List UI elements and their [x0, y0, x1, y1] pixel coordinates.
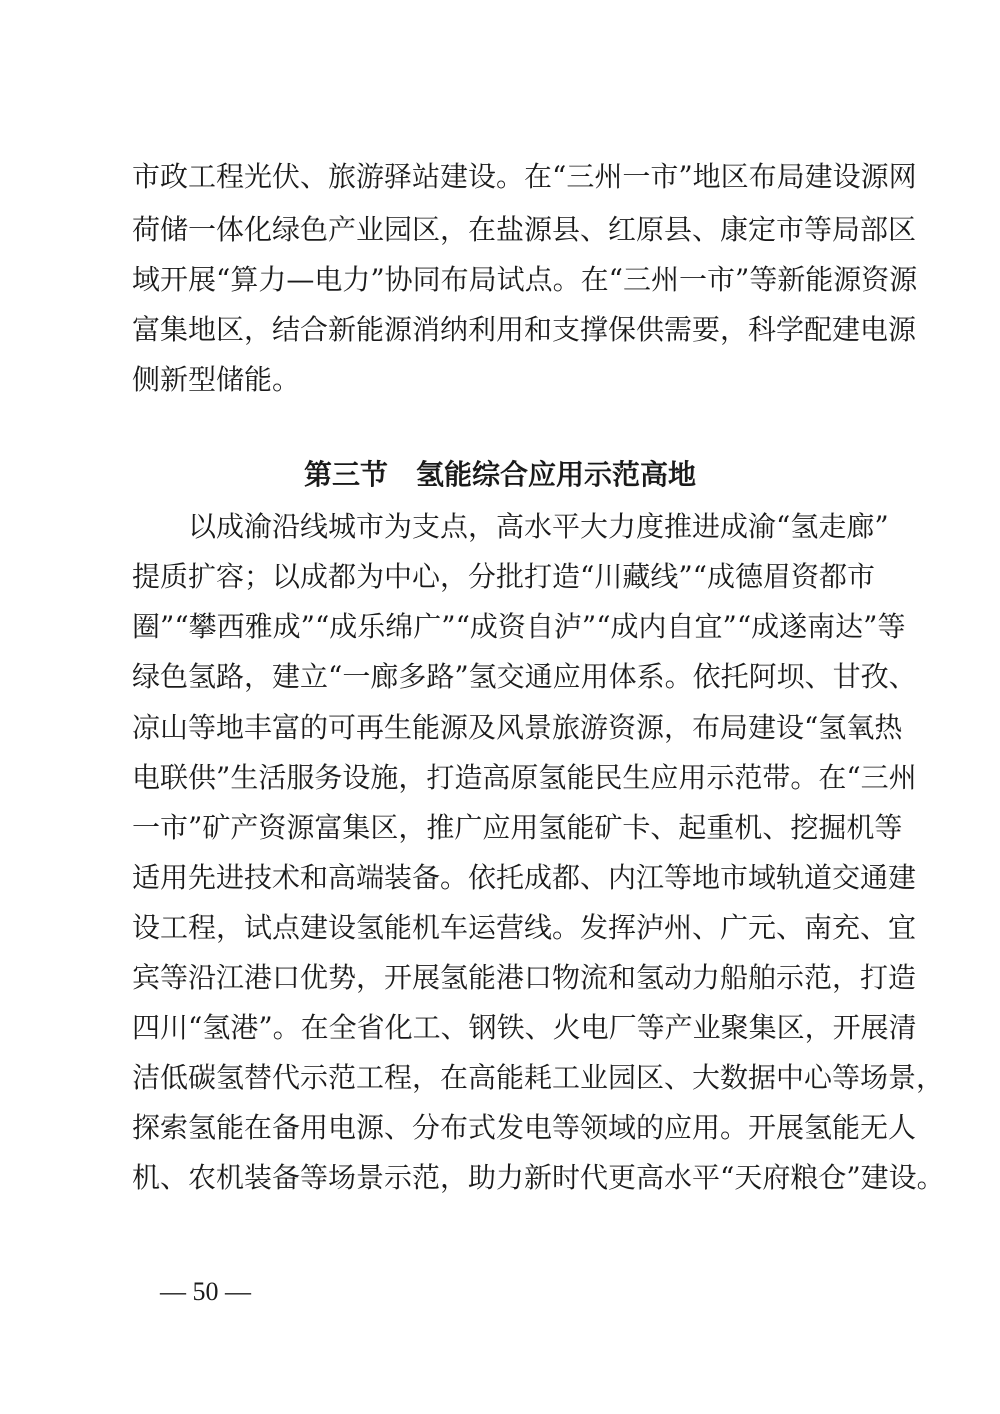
paragraph-1-line: 市政工程光伏、旅游驿站建设。在“三州一市”地区布局建设源网	[132, 160, 917, 193]
paragraph-1-line: 侧新型储能。	[132, 363, 301, 396]
paragraph-2-line: 绿色氢路，建立“一廊多路”氢交通应用体系。依托阿坝、甘孜、	[132, 660, 917, 693]
paragraph-2-line: 宾等沿江港口优势，开展氢能港口物流和氢动力船舶示范，打造	[132, 961, 917, 994]
paragraph-1-line: 域开展“算力—电力”协同布局试点。在“三州一市”等新能源资源	[132, 263, 918, 296]
section-heading: 第三节 氢能综合应用示范高地	[303, 458, 696, 491]
paragraph-2-line: 适用先进技术和高端装备。依托成都、内江等地市域轨道交通建	[132, 861, 917, 894]
paragraph-2-line: 提质扩容；以成都为中心，分批打造“川藏线”“成德眉资都市	[132, 560, 875, 593]
paragraph-2-line: 探索氢能在备用电源、分布式发电等领域的应用。开展氢能无人	[132, 1111, 917, 1144]
paragraph-1-line: 荷储一体化绿色产业园区，在盐源县、红原县、康定市等局部区	[132, 213, 917, 246]
paragraph-2-line: 圈”“攀西雅成”“成乐绵广”“成资自泸”“成内自宜”“成遂南达”等	[132, 610, 906, 643]
paragraph-2-line: 洁低碳氢替代示范工程，在高能耗工业园区、大数据中心等场景，	[132, 1061, 945, 1094]
paragraph-2-line: 一市”矿产资源富集区，推广应用氢能矿卡、起重机、挖掘机等	[132, 811, 903, 844]
paragraph-2-line: 以成渝沿线城市为支点，高水平大力度推进成渝“氢走廊”	[132, 510, 889, 543]
paragraph-2-line: 设工程，试点建设氢能机车运营线。发挥泸州、广元、南充、宜	[132, 911, 917, 944]
paragraph-2-line: 四川“氢港”。在全省化工、钢铁、火电厂等产业聚集区，开展清	[132, 1011, 917, 1044]
page-number: — 50 —	[160, 1277, 251, 1306]
paragraph-2-line: 凉山等地丰富的可再生能源及风景旅游资源，布局建设“氢氧热	[132, 711, 903, 744]
paragraph-2-line: 电联供”生活服务设施，打造高原氢能民生应用示范带。在“三州	[132, 761, 917, 794]
paragraph-2-line: 机、农机装备等场景示范，助力新时代更高水平“天府粮仓”建设。	[132, 1161, 945, 1194]
paragraph-1-line: 富集地区，结合新能源消纳利用和支撑保供需要，科学配建电源	[132, 313, 917, 346]
